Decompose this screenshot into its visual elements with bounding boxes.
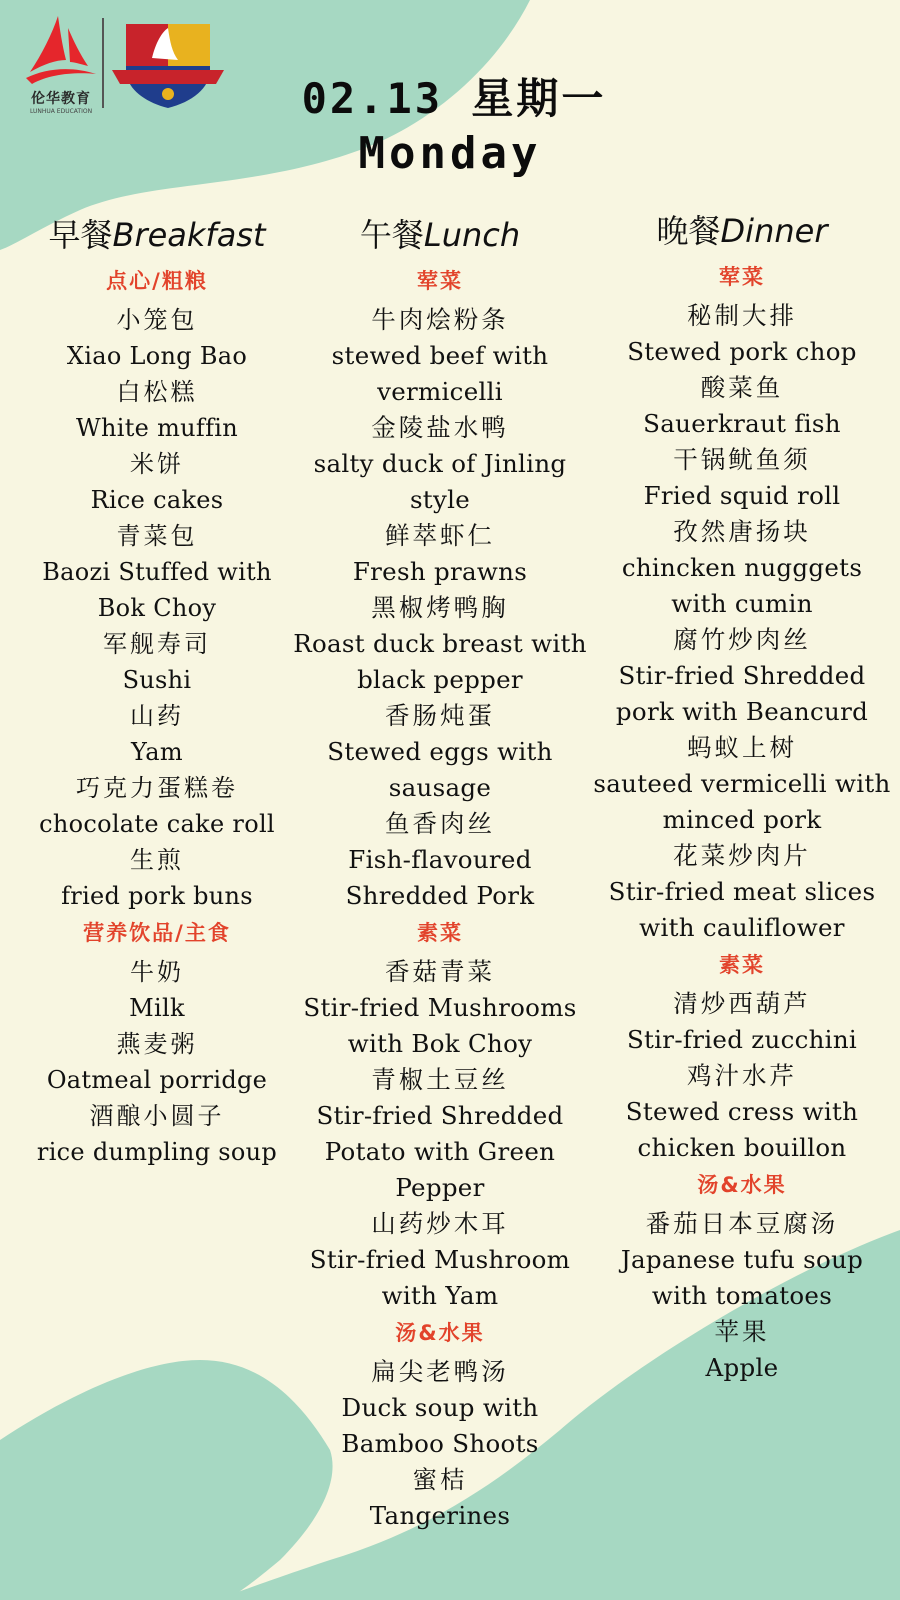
menu-item bbox=[592, 986, 892, 1058]
menu-item-en: sauteed vermicelli with minced pork bbox=[593, 769, 891, 834]
dinner-heading-en: Dinner bbox=[720, 212, 828, 250]
menu-item-zh: 鸡汁水芹 bbox=[687, 1061, 797, 1090]
menu-item-en: Oatmeal porridge bbox=[46, 1066, 268, 1094]
menu-item-zh: 孜然唐扬块 bbox=[673, 517, 811, 546]
menu-item-zh: 金陵盐水鸭 bbox=[371, 413, 509, 442]
menu-item bbox=[290, 954, 590, 1062]
menu-item-en: Stir-fried Shredded Potato with Green Pepper bbox=[316, 1101, 564, 1202]
dinner-heading-zh: 晚餐 bbox=[656, 212, 721, 250]
breakfast-column bbox=[22, 212, 292, 1170]
menu-item-zh: 山药 bbox=[130, 702, 184, 730]
menu-item bbox=[22, 698, 292, 770]
menu-item-zh: 香菇青菜 bbox=[385, 957, 495, 986]
menu-item-en: Duck soup with Bamboo Shoots bbox=[341, 1393, 539, 1458]
menu-item-en: Xiao Long Bao bbox=[66, 342, 248, 370]
menu-item-zh: 清炒西葫芦 bbox=[673, 989, 811, 1018]
menu-item bbox=[592, 514, 892, 622]
menu-item-en: Fresh prawns bbox=[352, 557, 528, 586]
menu-item-en: chincken nugggets with cumin bbox=[621, 553, 863, 618]
menu-item-en: Stir-fried Shredded pork with Beancurd bbox=[615, 661, 869, 726]
page-title-date: 02.13 星期一 bbox=[301, 74, 607, 123]
section-title: 素菜 bbox=[719, 953, 765, 977]
menu-item-en: Roast duck breast with black pepper bbox=[293, 629, 587, 694]
menu-item-en: Japanese tufu soup with tomatoes bbox=[620, 1245, 864, 1310]
menu-item-zh: 花菜炒肉片 bbox=[673, 841, 811, 870]
menu-item bbox=[22, 954, 292, 1026]
menu-item-en: Yam bbox=[131, 738, 183, 766]
menu-item-zh: 香肠炖蛋 bbox=[385, 701, 495, 730]
menu-item-en: salty duck of Jinling style bbox=[313, 449, 567, 514]
menu-item bbox=[592, 838, 892, 946]
menu-item-zh: 秘制大排 bbox=[687, 301, 797, 330]
section-title: 素菜 bbox=[417, 921, 463, 945]
menu-item-en: Baozi Stuffed with Bok Choy bbox=[42, 558, 272, 622]
lunch-column bbox=[290, 212, 590, 1534]
menu-item bbox=[290, 1206, 590, 1314]
menu-item-zh: 牛肉烩粉条 bbox=[371, 305, 509, 334]
menu-item-zh: 青椒土豆丝 bbox=[371, 1065, 509, 1094]
menu-item-zh: 白松糕 bbox=[116, 378, 198, 406]
breakfast-heading-en: Breakfast bbox=[112, 216, 266, 254]
menu-item bbox=[592, 442, 892, 514]
menu-item bbox=[592, 1206, 892, 1314]
menu-item-zh: 米饼 bbox=[130, 450, 184, 478]
menu-item-zh: 小笼包 bbox=[116, 306, 198, 334]
page-title-day: Monday bbox=[358, 128, 542, 179]
brand-name: 伦华教育 bbox=[31, 91, 91, 107]
menu-item-en: Milk bbox=[129, 994, 185, 1022]
menu-item-en: Stir-fried Mushrooms with Bok Choy bbox=[303, 993, 577, 1058]
menu-item-zh: 燕麦粥 bbox=[116, 1030, 198, 1058]
menu-item-en: Apple bbox=[705, 1353, 779, 1382]
mint-bottom-left-shape bbox=[0, 1360, 333, 1600]
menu-item-en: Stir-fried zucchini bbox=[626, 1025, 858, 1054]
section-title: 点心/粗粮 bbox=[106, 269, 208, 293]
menu-item bbox=[22, 1026, 292, 1098]
menu-item-zh: 鱼香肉丝 bbox=[385, 809, 495, 838]
dinner-column bbox=[592, 208, 892, 1386]
menu-item-zh: 山药炒木耳 bbox=[371, 1209, 509, 1238]
menu-item-zh: 鲜萃虾仁 bbox=[385, 521, 495, 550]
menu-item-zh: 军舰寿司 bbox=[103, 630, 211, 658]
menu-item-zh: 苹果 bbox=[714, 1317, 770, 1346]
menu-item-zh: 扁尖老鸭汤 bbox=[371, 1357, 509, 1386]
menu-item-zh: 青菜包 bbox=[116, 522, 198, 550]
menu-item bbox=[290, 590, 590, 698]
menu-item-zh: 干锅鱿鱼须 bbox=[673, 445, 811, 474]
menu-item-en: Tangerines bbox=[369, 1501, 511, 1530]
menu-item bbox=[22, 842, 292, 914]
menu-item bbox=[22, 626, 292, 698]
menu-item-zh: 腐竹炒肉丝 bbox=[673, 625, 811, 654]
brand-subtitle: LUNHUA EDUCATION bbox=[29, 108, 93, 115]
menu-item bbox=[22, 770, 292, 842]
menu-item-en: Stir-fried meat slices with cauliflower bbox=[608, 877, 876, 942]
lunch-heading-zh: 午餐 bbox=[359, 216, 424, 254]
menu-item-en: fried pork buns bbox=[61, 882, 253, 910]
menu-item bbox=[592, 622, 892, 730]
section-title: 营养饮品/主食 bbox=[83, 921, 231, 945]
menu-item-en: Stewed cress with chicken bouillon bbox=[625, 1097, 859, 1162]
menu-item bbox=[592, 298, 892, 370]
menu-item bbox=[290, 302, 590, 410]
section-title: 汤&水果 bbox=[395, 1321, 485, 1345]
menu-item-zh: 酒酿小圆子 bbox=[89, 1102, 225, 1130]
menu-item bbox=[592, 370, 892, 442]
menu-item-en: Stir-fried Mushroom with Yam bbox=[309, 1245, 571, 1310]
lunch-heading-en: Lunch bbox=[423, 216, 521, 254]
menu-item-en: rice dumpling soup bbox=[36, 1138, 278, 1166]
menu-item-en: White muffin bbox=[76, 414, 238, 442]
menu-item-en: Sauerkraut fish bbox=[643, 409, 841, 438]
menu-item bbox=[22, 518, 292, 626]
menu-item-zh: 蚂蚁上树 bbox=[687, 733, 797, 762]
menu-item-zh: 酸菜鱼 bbox=[700, 373, 784, 402]
section-title: 荤菜 bbox=[719, 265, 765, 289]
menu-item bbox=[290, 518, 590, 590]
section-title: 荤菜 bbox=[417, 269, 463, 293]
menu-item-en: Fish-flavoured Shredded Pork bbox=[345, 845, 535, 910]
lunch-heading bbox=[290, 212, 590, 262]
menu-item bbox=[290, 806, 590, 914]
breakfast-heading bbox=[22, 212, 292, 262]
menu-item bbox=[22, 302, 292, 374]
menu-item bbox=[592, 1058, 892, 1166]
menu-item bbox=[290, 1462, 590, 1534]
menu-item-zh: 生煎 bbox=[130, 846, 184, 874]
menu-item-en: chocolate cake roll bbox=[39, 810, 275, 838]
menu-item-zh: 巧克力蛋糕卷 bbox=[76, 774, 238, 802]
menu-item-en: Fried squid roll bbox=[643, 481, 841, 510]
menu-item-en: Stewed pork chop bbox=[627, 337, 857, 366]
menu-item-zh: 番茄日本豆腐汤 bbox=[645, 1209, 839, 1238]
menu-item bbox=[592, 730, 892, 838]
breakfast-heading-zh: 早餐 bbox=[48, 216, 113, 254]
menu-item bbox=[290, 1354, 590, 1462]
dinner-heading bbox=[592, 208, 892, 258]
menu-item-en: Rice cakes bbox=[90, 486, 224, 514]
menu-item bbox=[290, 410, 590, 518]
menu-item bbox=[290, 698, 590, 806]
menu-item-zh: 黑椒烤鸭胸 bbox=[371, 593, 509, 622]
menu-item-zh: 蜜桔 bbox=[412, 1465, 468, 1494]
menu-item bbox=[592, 1314, 892, 1386]
menu-item-en: Stewed eggs with sausage bbox=[327, 737, 553, 802]
menu-item-zh: 牛奶 bbox=[130, 958, 184, 986]
menu-item-en: stewed beef with vermicelli bbox=[331, 341, 549, 406]
menu-item bbox=[22, 446, 292, 518]
menu-item-en: Sushi bbox=[122, 666, 192, 694]
menu-item bbox=[290, 1062, 590, 1206]
section-title: 汤&水果 bbox=[697, 1173, 787, 1197]
menu-item bbox=[22, 374, 292, 446]
menu-item bbox=[22, 1098, 292, 1170]
